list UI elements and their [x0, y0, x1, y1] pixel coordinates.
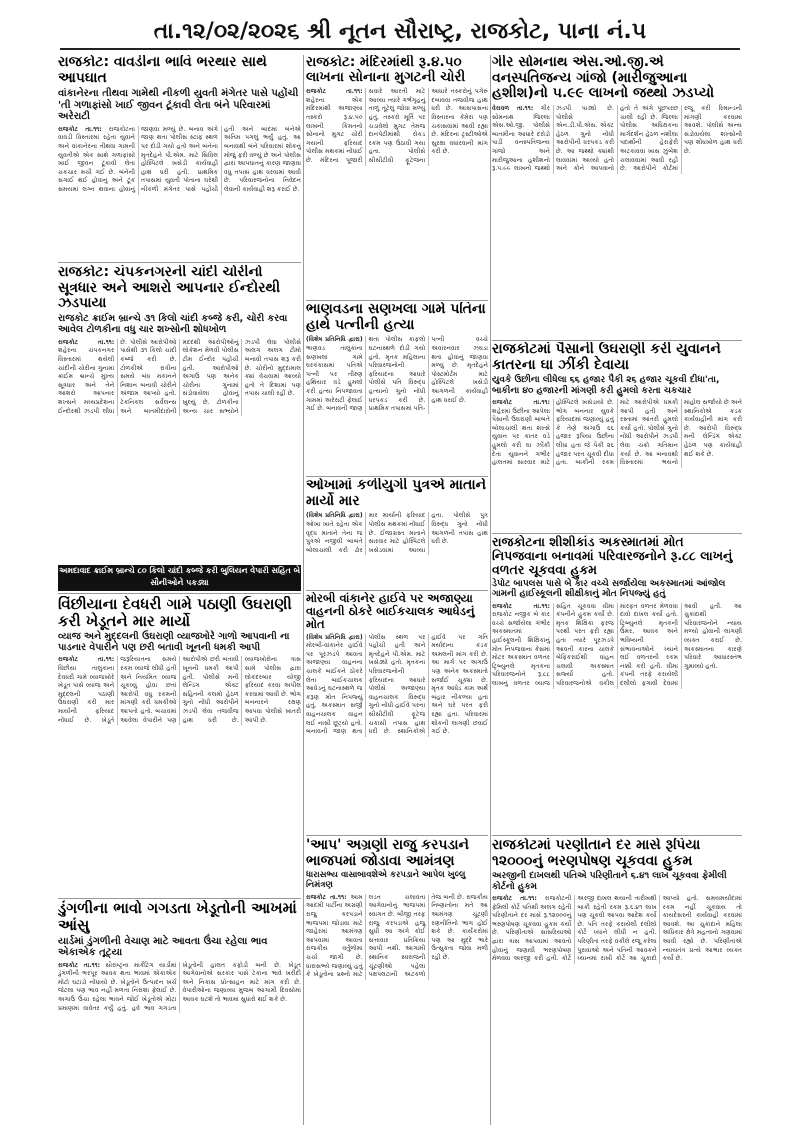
- article-text: વિંછીયા તાલુકાના દેવધરી ગામે વ્યાજખોરે ખેડૂત પાસે વ્યાજ અને મુદ્દલની પઠાણી ઉઘરાણી કરી માર માર્યાની ફરિયાદ નોંધાઈ છે. ખેડૂતે જરૂરિયાતના સમયે રકમ વ્યાજે લીધી હતી અને નિયમિત વ્યાજ ચૂકવ્યું હોવા છતાં આરોપી વધુ રકમની માંગણી કરી ધમકીઓ આપતો હતો. બચાવમાં આવેલા વેપારીને પણ આરોપીએ છરી બતાવી ખૂનની ધમકી આપી હતી. પોલીસે મની લેન્ડિંગ એક્ટ સહિતની કલમો હેઠળ ગુનો નોંધી આરોપીને ઝડપી લેવા તજવીજ હાથ ધરી છે. વ્યાજખોરોના ત્રાસ સામે પોલીસ દ્વારા લોકદરબાર યોજી ફરિયાદ કરવા અપીલ કરવામાં આવી છે. ભોગ બનનારને રક્ષણ આપવા પોલીસે ખાતરી આપી છે.: [58, 656, 301, 724]
- article-dateline: રાજકોટ તા.૧૧:: [306, 88, 363, 96]
- article-subhead: યુવકે ઉછીના લીધેલા ૬૬ હજાર પૈકી ૨૬ હજાર ચૂકવી દીધા'તા, બાકીના ૪૦ હજારની માંગણી કરી હુમલો કરતા ચકચાર: [492, 375, 720, 396]
- article-headline: મોરબી વાંકાનેર હાઈવે પર અજાણ્યા વાહનની ઠોકરે બાઈકચાલક આધેડનું મોત: [306, 592, 475, 631]
- column-rule: [490, 55, 491, 1125]
- article-body: [58, 962, 301, 1014]
- article-headline: રાજકોટમાં પૈસાની ઉઘરાણી કરી યુવાનને કાતરના ઘા ઝીંકી દેવાયા: [492, 342, 721, 373]
- row-rule: [306, 835, 488, 836]
- row-rule: [492, 533, 742, 534]
- article-dateline: રાજકોટ તા.૧૧:: [492, 399, 550, 407]
- article-dateline: રાજકોટ તા.૧૧:: [58, 961, 101, 969]
- article-headline: ગીર સોમનાથ એસ.ઓ.જી.એ વનસ્પતિજન્ય ગાંજો (મારીજુઆના હશીશ)નો ૫.૯૯ લાખનો જથ્થો ઝડપ્યો: [492, 55, 715, 102]
- article-onion-prices: [58, 900, 301, 1125]
- article-text: શહેરના એક મંદિરમાંથી અજાણ્યા તસ્કરો રૂ.૪.૫૦ લાખની કિંમતનો સોનાનો મુગટ ચોરી ગયાની ફરિયાદ પોલીસ મથકમાં નોંધાઈ છે. મંદિરના પૂજારી સવારે આરતી માટે આવ્યા ત્યારે ગર્ભગૃહનું તાળું તૂટેલું જોવા મળ્યું હતું. તસ્કરો મૂર્તિ પર ચડાવેલો મુગટ તેમજ દાનપેટીમાંથી રોકડ રકમ પણ ઉઠાવી ગયા હતા. પોલીસે સીસીટીવી ફૂટેજના આધારે તસ્કરોનું પગેરું દબાવવા તજવીજ હાથ ધરી છે. આસપાસના વિસ્તારના કેમેરા પણ ચકાસવામાં આવી રહ્યા છે. મંદિરના ટ્રસ્ટીઓએ સુરક્ષા વધારવાની માંગ કરી છે.: [306, 88, 488, 164]
- row-rule: [306, 300, 488, 301]
- article-somnath-sog: [492, 55, 742, 340]
- article-body: [306, 512, 488, 555]
- article-rajkot-scissor-attack: [492, 342, 742, 532]
- article-text: ગીર સોમનાથ જિલ્લા એસ.ઓ.જી. પોલીસે બાતમીના આધારે દરોડો પાડી વનસ્પતિજન્ય ગાંજો અને મારીજુઆના હશીશનો રૂ.૫.૯૯ લાખનો જથ્થો ઝડપી પાડ્યો છે. પોલીસે એન.ડી.પી.એસ. એક્ટ હેઠળ ગુનો નોંધી આરોપીની ધરપકડ કરી છે. આ જથ્થો ક્યાંથી લાવવામાં આવ્યો હતો અને કોને આપવાનો હતો તે અંગે પૂછપરછ ચાલી રહી છે. જિલ્લા પોલીસ અધિક્ષકના માર્ગદર્શન હેઠળ નશીલા પદાર્થોની હેરાફેરી અટકાવવા ખાસ ઝુંબેશ ચલાવવામાં આવી રહી છે. આરોપીને કોર્ટમાં રજૂ કરી રિમાન્ડની માંગણી કરવામાં આવશે. પોલીસે અન્ય સંડોવાયેલા શખ્સોની પણ શોધખોળ હાથ ધરી છે.: [492, 105, 742, 173]
- article-dateline: (વિશેષ પ્રતિનિધિ દ્વારા): [306, 633, 363, 641]
- article-body: [306, 894, 488, 980]
- article-headline: રાજકોટ: ચંપકનગરની ચાંદી ચોરીનો સૂત્રધાર અને આશરો આપનાર ઈન્દોરથી ઝડપાયા: [58, 265, 281, 312]
- silver-caption-banner: અમદાવાદ ક્રાઈમ બ્રાન્ચે ૮૦ કિલો ચાંદી કબ્જે કરી બુલિયન વેપારી સહિત બે સૌનીઓને પકડ્યા: [58, 565, 301, 591]
- row-rule: [58, 593, 301, 594]
- article-dateline: રાજકોટ તા.૧૧:: [58, 125, 102, 133]
- article-body: [58, 339, 301, 416]
- article-body: [58, 656, 301, 725]
- article-maintenance-order: [492, 838, 742, 1125]
- row-rule: [58, 898, 301, 899]
- article-dateline: વેરાવળ તા.૧૧:: [492, 105, 534, 113]
- row-rule: [58, 262, 301, 263]
- article-subhead: વાંકાનેરના તીથવા ગામેથી નીકળી યુવતી મંગેતર પાસે પહોંચી 'તી ગળાફાંસો ખાઈ જીવન ટૂંકાવી લેતા બંને પરિવારમાં અરેરાટી: [58, 88, 299, 123]
- article-headline: રાજકોટમાં પરણીતાને દર માસે રૂપિયા ૧૨૦૦૦નું ભરણપોષણ ચૂકવવા હુકમ: [492, 838, 701, 869]
- article-subhead: અરજીની દાખલથી પતિએ પરિણીતાને ૬.૪૧ લાખ ચૂકવવા ફેમીલી કોર્ટનો હુકમ: [492, 871, 727, 892]
- article-temple-theft: [306, 55, 488, 300]
- column-rule: [303, 55, 304, 1125]
- article-headline: રાજકોટના શીશીકાંડ અકસ્માતમાં મોત નિપજવાના બનાવમાં પરિવારજનોને રૂ.૮૮ લાખનું વળતર ચૂકવવા હુકમ: [492, 535, 733, 577]
- article-text: ભાણવડ તાલુકાના સણખલા ગામે ઘરકંકાસમાં પતિએ પત્ની પર તીક્ષ્ણ હથિયાર વડે હુમલો કરી હત્યા નિપજાવતા ગામમાં અરેરાટી ફેલાઈ ગઈ છે. બનાવની જાણ થતા પોલીસ કાફલો ઘટનાસ્થળે દોડી ગયો હતો. મૃતક મહિલાના પરિવારજનોની ફરિયાદના આધારે પોલીસે પતિ વિરુદ્ધ હત્યાનો ગુનો નોંધી ધરપકડ કરી છે. પ્રાથમિક તપાસમાં પતિ-પત્ની વચ્ચે અવારનવાર ઝઘડા થતા હોવાનું જાણવા મળ્યું છે. મૃતદેહને પોસ્ટમોર્ટમ માટે હોસ્પિટલે ખસેડી આગળની કાર્યવાહી હાથ ધરાઈ છે.: [306, 336, 488, 413]
- article-okha-son-beats-mother: [306, 478, 488, 590]
- article-dateline: (વિશેષ પ્રતિનિધિ દ્વારા): [306, 512, 363, 520]
- article-dateline: (વિશેષ પ્રતિનિધિ દ્વારા): [306, 336, 363, 344]
- article-headline: ડુંગળીના ભાવો ગગડતા ખેડૂતોની આખમાં આંસુ: [58, 900, 297, 934]
- article-text: સૌરાષ્ટ્રના માર્કેટિંગ યાર્ડોમાં ડુંગળીની ભરપૂર આવક થતા ભાવમાં એકાએક મોટો ઘટાડો નોંધાયો છે. ખેડૂતોને ઉત્પાદન ખર્ચ જેટલા પણ ભાવ નહીં મળતા નિરાશા ફેલાઈ છે. અગાઉ ઉંચા રહેલા ભાવને જોઈ ખેડૂતોએ મોટા પ્રમાણમાં વાવેતર કર્યું હતું. હવે ભાવ ગગડતા ખેડૂતોની હાલત કફોડી બની છે. ખેડૂત આગેવાનોએ સરકાર પાસે ટેકાના ભાવે ખરીદી અને નિકાસ પ્રોત્સાહન માટે માંગ કરી છે. વેપારીઓના જણાવ્યા મુજબ આગામી દિવસોમાં આવક ઘટશે તો ભાવમાં સુધારો થઈ શકે છે.: [58, 961, 301, 1012]
- article-body: [492, 399, 742, 468]
- article-dateline: રાજકોટ તા.૧૧:: [492, 602, 550, 610]
- article-subhead: વ્યાજ અને મુદ્દલની ઉઘરાણી વ્યાજખોરે ગાળો આપવાની ના પાડનાર વેપારીને પણ છરી બતાવી ખૂનની ધમકી આપી: [58, 630, 290, 653]
- article-dateline: રાજકોટ તા.૧૧:: [492, 895, 537, 903]
- article-subhead: ધારાસભ્ય વાસાબાવશેએ કરપડાને આપેલ ખુલ્લુ નિમંત્રણ: [306, 870, 466, 891]
- article-body: [492, 895, 742, 964]
- row-rule: [492, 340, 742, 341]
- article-headline: વિંછીયાના દેવધરી ગામે પઠાણી ઉઘરાણી કરી ખેડૂતને માર માર્યો: [58, 596, 292, 630]
- article-body: [306, 336, 488, 413]
- article-subhead: ડેપોટ બાપલસ પાસે બે કાર વચ્ચે સર્જાયેલા અકસ્માતમાં આંજોલ ગામની હાઈસ્કૂલની શીક્ષીકાનું મોત નિપજ્યું હતું: [492, 579, 726, 600]
- article-teacher-accident-compensation: [492, 535, 742, 835]
- article-bhanvad-murder: [306, 302, 488, 474]
- article-text: રાજકોટની ફેમિલી કોર્ટે પતિથી અલગ રહેતી પરિણીતાને દર માસે રૂ.૧૨૦૦૦નું ભરણપોષણ ચૂકવવા હુકમ કર્યો છે. પરિણીતાએ સાસરિયાઓ દ્વારા ત્રાસ આપવામાં આવતો હોવાનું જણાવી ભરણપોષણ મેળવવા અરજી કરી હતી. કોર્ટે અરજી દાખલ થયાની તારીખથી બાકી રહેતી રકમ રૂ.૬.૪૧ લાખ પણ ચૂકવી આપવા આદેશ કર્યો છે. પતિ તરફે કરાયેલી દલીલો કોર્ટે ધ્યાને લીધી ન હતી. પરિણીતા તરફે વકીલે રજૂ કરેલા પુરાવાઓ અને પતિની આવકને ધ્યાનમાં રાખી કોર્ટે આ ચુકાદો આપ્યો હતો. સમયમર્યાદામાં રકમ નહીં ચૂકવાય તો કાયદેસરની કાર્યવાહી કરવામાં આવશે. આ ચુકાદાને મહિલા અધિકાર ક્ષેત્રે મહત્વનો ગણવામાં આવી રહ્યો છે. પરિણીતાએ ન્યાયતંત્ર પ્રત્યે આભાર વ્યક્ત કર્યો છે.: [492, 895, 742, 963]
- article-vavdi-suicide: [58, 55, 301, 260]
- article-headline: 'આપ' અગ્રણી રાજુ કરપડાને ભાજપમાં જોડાવા આમંત્રણ: [306, 838, 469, 869]
- article-headline: રાજકોટ: વાવડીના ભાવિ ભરથાર સાથે આપઘાત: [58, 55, 267, 86]
- row-rule: [306, 476, 488, 477]
- masthead-rule: [60, 48, 740, 50]
- article-dateline: રાજકોટ તા.૧૧:: [58, 338, 115, 346]
- article-morbi-highway-accident: [306, 592, 488, 832]
- article-body: [306, 634, 488, 737]
- article-champaknagar-silver: [58, 265, 301, 565]
- article-text: શહેરના ચંપકનગર વિસ્તારમાં થયેલી ચાંદીની ચોરીના ગુનામાં ક્રાઈમ બ્રાન્ચે મુખ્ય સૂત્રધાર અને તેને આશરો આપનાર શખ્સને મધ્યપ્રદેશના ઈન્દોરથી ઝડપી લીધા છે. પોલીસે આરોપીઓ પાસેથી ૩૧ કિલો ચાંદી કબ્જે કરી છે. ટોળકીએ રાત્રીના સમયે બંધ મકાનને નિશાન બનાવી ચોરીને અંજામ આપ્યો હતો. ટેકનિકલ સર્વેલન્સ અને બાતમીદારોની મદદથી આરોપીઓનું લોકેશન મેળવી પોલીસ ટીમ ઈન્દોર પહોંચી હતી. આરોપીઓ અગાઉ પણ અનેક ચોરીના ગુનામાં સંડોવાયેલા હોવાનું ખુલ્યું છે. ટોળકીના અન્ય ચાર સભ્યોને ઝડપી લેવા પોલીસે અલગ અલગ ટીમો બનાવી તપાસ શરૂ કરી છે. ચોરીનો મુદ્દામાલ ક્યાં વેચવામાં આવ્યો હતો તે દિશામાં પણ તપાસ ચાલી રહી છે.: [58, 338, 301, 415]
- article-aap-leader-invite: [306, 838, 488, 1125]
- article-body: [492, 105, 742, 174]
- article-text: મોરબી-વાંકાનેર હાઈવે પર પૂરઝડપે આવતા અજાણ્યા વાહનના ચાલકે બાઈકને ઠોકરે લેતા બાઈકચાલક આધેડનું ઘટનાસ્થળે જ કરૂણ મોત નિપજ્યું હતું. અકસ્માત સર્જી વાહનચાલક વાહન લઈ નાસી છૂટ્યો હતો. બનાવની જાણ થતા પોલીસ સ્થળ પર પહોંચી હતી અને મૃતદેહને પી.એમ. માટે ખસેડ્યો હતો. મૃતકના પરિવારજનોની ફરિયાદના આધારે પોલીસે અજાણ્યા વાહનચાલક વિરુદ્ધ ગુનો નોંધી હાઈવે પરના સીસીટીવી ફૂટેજ ચકાસી તપાસ હાથ ધરી છે. સ્થાનિકોએ હાઈવે પર ગતિ મર્યાદાના કડક અમલની માંગ કરી છે. આ માર્ગ પર અગાઉ પણ અનેક અકસ્માતો સર્જાઈ ચૂક્યા છે. મૃતક આધેડ કામ અર્થે બહાર નીકળ્યા હતા અને ઘરે પરત ફરી રહ્યા હતા. પરિવારમાં શોકની લાગણી છવાઈ ગઈ છે.: [306, 633, 488, 736]
- article-dateline: રાજકોટ તા.૧૧:: [58, 656, 115, 664]
- article-vinchhiya-moneylender: [58, 596, 301, 896]
- article-text: આમ આદમી પાર્ટીના અગ્રણી રાજુ કરપડાને ભાજપમાં જોડાવા માટે જાહેરમાં આમંત્રણ આપવામાં આવતા રાજકીય વર્તુળોમાં ચર્ચા જાગી છે. ધારાસભ્યે જણાવ્યું હતું કે ખેડૂતોના પ્રશ્નો માટે લડત ચલાવતા આગેવાનોનું ભાજપમાં સ્વાગત છે. બીજી તરફ રાજુ કરપડાએ હજુ સુધી આ અંગે કોઈ સત્તાવાર પ્રતિક્રિયા આપી નથી. આગામી સ્થાનિક સ્વરાજની ચૂંટણીઓ પહેલા પક્ષપલટાની અટકળો તેજ બની છે. રાજકીય નિષ્ણાતોના મતે આ આમંત્રણ ચૂંટણી રણનીતિનો ભાગ હોઈ શકે છે. કાર્યકરોમાં પણ આ મુદ્દે ભારે ઉત્સુકતા જોવા મળી રહી છે.: [306, 893, 488, 979]
- article-body: [58, 126, 301, 195]
- article-headline: ઓખામાં કળીયુગી પુત્રએ માતાને માર્યો માર: [306, 478, 487, 509]
- article-text: રાજકોટના વાવડી વિસ્તારમાં રહેતા યુવાને અને વાંકાનેરના તીથવા ગામની યુવતીએ એક સાથે ગળાફાંસો ખાઈ જીવન ટૂંકાવી લેતા ચકચાર મચી ગઈ છે. બંનેની સગાઈ થઈ હોવાનું અને ટૂંક સમયમાં લગ્ન થવાના હોવાનું જાણવા મળ્યું છે. બનાવ અંગે જાણ થતા પોલીસ સ્ટાફ સ્થળ પર દોડી ગયો હતો અને બંનેના મૃતદેહને પી.એમ. માટે સિવિલ હોસ્પિટલે ખસેડી કાર્યવાહી હાથ ધરી હતી. પ્રાથમિક તપાસમાં યુવતી પોતાના ઘરેથી નીકળી મંગેતર પાસે પહોંચી હતી અને બાદમાં બંનેએ અંતિમ પગલું ભર્યું હતું. આ બનાવથી બંને પરિવારમાં શોકનું મોજું ફરી વળ્યું છે અને પોલીસ દ્વારા આપઘાતનું કારણ જાણવા વધુ તપાસ હાથ ધરવામાં આવી છે. પરિવારજનોના નિવેદન લેવાની કાર્યવાહી શરૂ કરાઈ છે.: [58, 125, 301, 193]
- row-rule: [306, 590, 488, 591]
- article-text: રાજકોટ નજીક બે કાર વચ્ચે સર્જાયેલા ગંભીર અકસ્માતમાં હાઈસ્કૂલની શિક્ષિકાનું મોત નિપજવાના કેસમાં મોટર અકસ્માત વળતર ટ્રિબ્યુનલે મૃતકના પરિવારજનોને રૂ.૮૮ લાખનું વળતર વ્યાજ સહિત ચૂકવવા વીમા કંપનીને હુકમ કર્યો છે. મૃતક શિક્ષિકા ફરજ પરથી પરત ફરી રહ્યા હતા ત્યારે પૂરઝડપે આવતી કારના ચાલકે બેફિકરાઈથી વાહન ચલાવી અકસ્માત સર્જ્યો હતો. પરિવારજનોએ વકીલ મારફત વળતર મેળવવા દાવો દાખલ કર્યો હતો. ટ્રિબ્યુનલે મૃતકની ઉંમર, આવક અને ભવિષ્યની સંભાવનાઓને ધ્યાને લઈ વળતરની રકમ નક્કી કરી હતી. વીમા કંપની તરફે કરાયેલી દલીલો ફગાવી દેવામાં આવી હતી. આ ચુકાદાથી પરિવારજનોને ન્યાય મળ્યો હોવાની લાગણી વ્યક્ત કરાઈ છે. અકસ્માતના કારણે પરિવારે આધારસ્તંભ ગુમાવ્યો હતો.: [492, 602, 742, 688]
- article-text: ઓખા ખાતે રહેતા એક વૃદ્ધ માતાને તેના જ પુત્રએ નજીવી બાબતે બોલાચાલી કરી ઢોર માર માર્યાની ફરિયાદ પોલીસ મથકમાં નોંધાઈ છે. ઈજાગ્રસ્ત માતાને સારવાર માટે હોસ્પિટલે ખસેડવામાં આવ્યા હતા. પોલીસે પુત્ર વિરુદ્ધ ગુનો નોંધી આગળની તપાસ હાથ ધરી છે.: [306, 512, 488, 554]
- article-subhead: રાજકોટ ક્રાઈમ બ્રાન્ચે ૩૧ કિલો ચાંદી કબ્જે કરી, ચોરી કરવા આવેલ ટોળકીના વધુ ચાર શખ્સોની શોધખોળ: [58, 313, 288, 335]
- page-masthead: તા.૧૨/૦૨/૨૦૨૬ શ્રી નૂતન સૌરાષ્ટ્ર, રાજકોટ, પાના નં.૫: [153, 19, 647, 44]
- row-rule: [492, 835, 742, 836]
- article-text: શહેરમાં ઉછીના આપેલા પૈસાની ઉઘરાણી બાબતે બોલાચાલી થતા શખ્સે યુવાન પર કાતર વડે હુમલો કરી ઘા ઝીંકી દેતા યુવાનને ગંભીર હાલતમાં સારવાર માટે હોસ્પિટલે ખસેડાયો છે. ભોગ બનનાર યુવકે ફરિયાદમાં જણાવ્યું હતું કે તેણે અગાઉ ૬૬ હજાર રૂપિયા ઉછીના લીધા હતા જે પૈકી ૨૬ હજાર પરત ચૂકવી દીધા હતા. બાકીની રકમ માટે આરોપીએ ધમકી આપી હતી અને રસ્તામાં આંતરી હુમલો કર્યો હતો. પોલીસે ગુનો નોંધી આરોપીને ઝડપી લેવા ચક્રો ગતિમાન કર્યા છે. આ બનાવથી વિસ્તારમાં ભયનો માહોલ સર્જાયો છે અને સ્થાનિકોએ કડક કાર્યવાહીની માંગ કરી છે. આરોપી વિરુદ્ધ મની લેન્ડિંગ એક્ટ હેઠળ પણ કાર્યવાહી થઈ શકે છે.: [492, 399, 742, 467]
- article-body: [492, 603, 742, 689]
- article-dateline: રાજકોટ તા.૧૧:: [306, 893, 347, 901]
- article-body: [306, 88, 488, 165]
- article-headline: ભાણવડના સણખલા ગામે પતિના હાથે પત્નીની હત્યા: [306, 302, 486, 333]
- article-subhead: યાર્ડમાં ડુંગળીની વેચાણ માટે આવતા ઉંચા રહેલા ભાવ એકાએક તૂટ્યા: [58, 935, 268, 959]
- article-headline: રાજકોટ: મંદિરમાંથી રૂ.૪.૫૦ લાખના સોનાના મુગટની ચોરી: [306, 55, 466, 86]
